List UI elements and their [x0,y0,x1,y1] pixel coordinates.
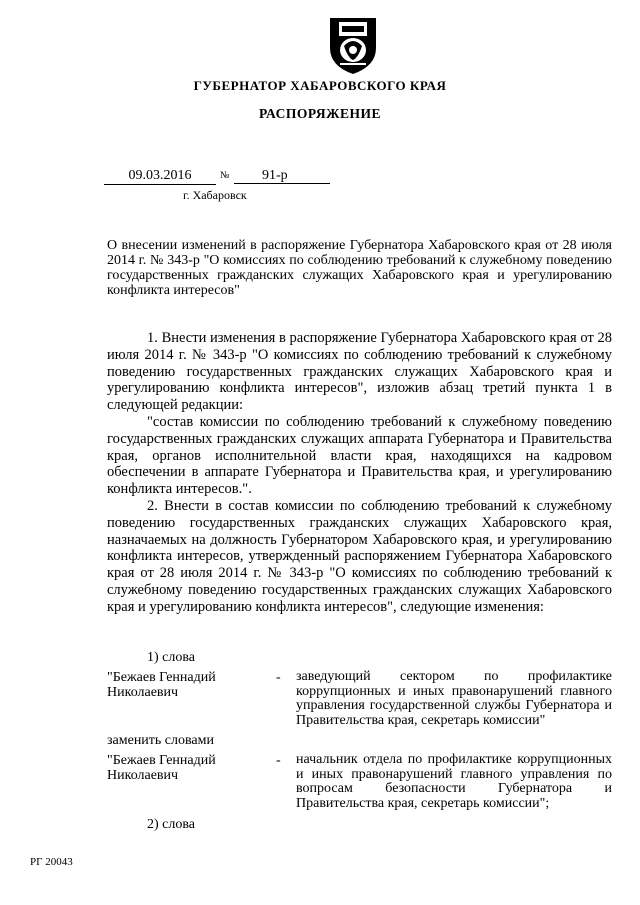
coat-of-arms-emblem [326,14,380,76]
document-body [107,330,612,616]
document-date: 09.03.2016 [104,168,216,185]
person-1-role: заведующий сектором по профилактике коррупционных и иных правонарушений главного управления государственной службы Губернатора и Правительства края, секретарь комиссии" [296,669,612,728]
document-type: РАСПОРЯЖЕНИЕ [258,106,382,121]
registration-number: РГ 20043 [30,856,73,868]
paragraph-1: 1. Внести изменения в распоряжение Губернатора Хабаровского края от 28 июля 2014 г. № 343-р "О комиссиях по соблюдению требований к служебному поведению государственных гражданских служащих Хабаровского края и урегулированию конфликта интересов", изложив абзац третий пункта 1 в следующей редакции: [107,330,612,414]
item-1-label: 1) слова [147,650,196,665]
person-2-role: начальник отдела по профилактике коррупционных и иных правонарушений главного управления по вопросам безопасности Губернатора и Правительства края, секретарь комиссии"; [296,752,612,811]
person-2-name: "Бежаев Геннадий Николаевич [107,753,216,783]
item-2-label: 2) слова [147,817,196,832]
paragraph-2: "состав комиссии по соблюдению требований к служебному поведению государственных гражданских служащих аппарата Губернатора и Правительства края, органов исполнительной власти края, находящихся на кадровом обеспечении в аппарате Губернатора и Правительства края, и урегулированию конфликта интересов.". [107,413,612,498]
document-city: г. Хабаровск [183,188,247,202]
person-1-name: "Бежаев Геннадий Николаевич [107,670,216,700]
authority-title: ГУБЕРНАТОР ХАБАРОВСКОГО КРАЯ [193,78,447,93]
person-2-dash: - [276,753,281,768]
document-subject: О внесении изменений в распоряжение Губернатора Хабаровского края от 28 июля 2014 г. № 343-р "О комиссиях по соблюдению требований к служебному поведению государственных гражданских служащих Хабаровского края и урегулированию конфликта интересов" [107,238,612,298]
replace-label: заменить словами [107,733,214,748]
person-1-dash: - [276,670,281,685]
number-sign: № [220,170,230,181]
document-number: 91-р [234,168,330,184]
paragraph-3: 2. Внести в состав комиссии по соблюдению требований к служебному поведению государственных гражданских служащих Хабаровского края, назначаемых на должность Губернатором Хабаровского края, и урегулированию конфликта интересов, утвержденный распоряжением Губернатора Хабаровского края от 28 июля 2014 г. № 343-р "О комиссиях по соблюдению требований к служебному поведению государственных гражданских служащих Хабаровского края и урегулированию конфликта интересов", следующие изменения: [107,497,612,615]
